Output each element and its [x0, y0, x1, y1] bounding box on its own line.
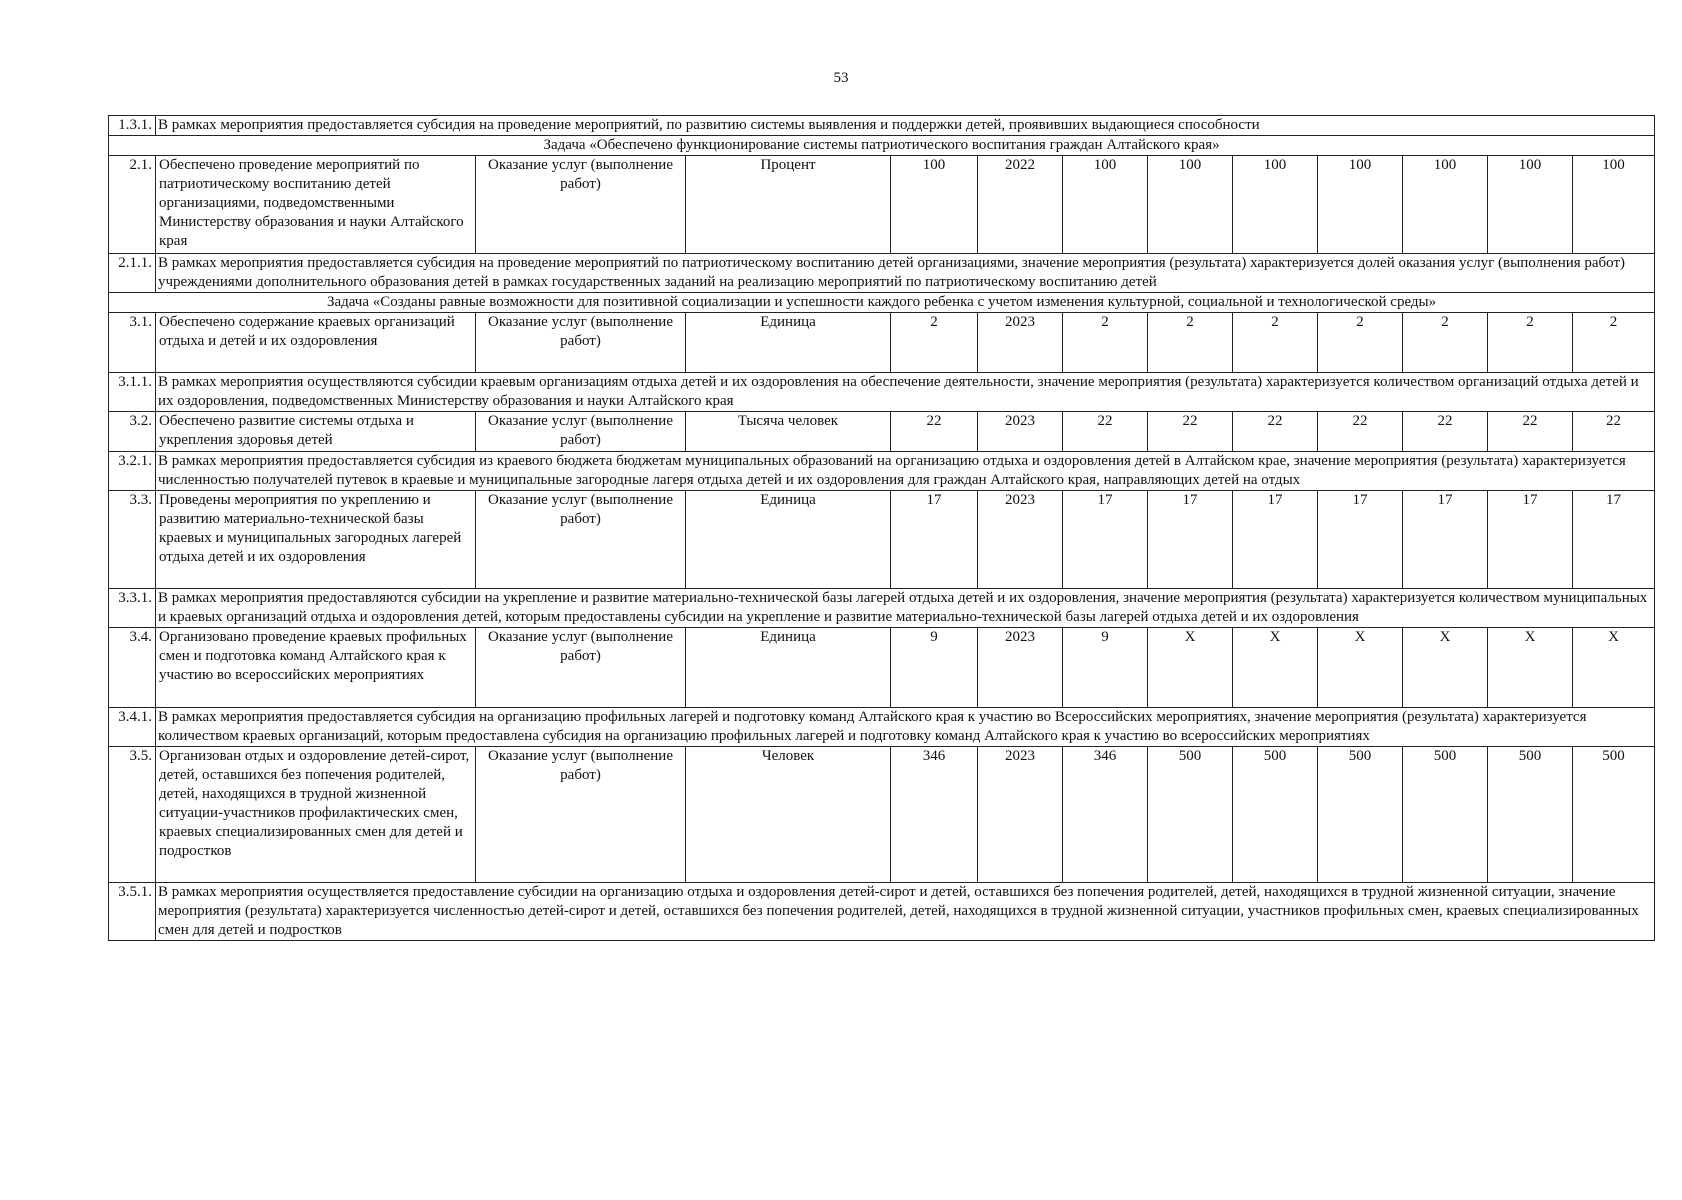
year-value: 100 [1488, 156, 1573, 254]
year-value: 17 [1488, 491, 1573, 589]
row-number: 3.3.1. [109, 589, 156, 628]
year-value: 22 [1403, 412, 1488, 452]
note-text: В рамках мероприятия предоставляется субсидия из краевого бюджета бюджетам муниципальных образований на организацию отдыха и оздоровления детей в Алтайском крае, значение мероприятия (результата) характеризуется численностью получателей путевок в краевые и муниципальные загородные лагеря отдыха детей и их оздоровления для граждан Алтайского края, направляющих детей на отдых [156, 452, 1655, 491]
task-heading: Задача «Обеспечено функционирование системы патриотического воспитания граждан Алтайского края» [109, 136, 1655, 156]
year-value: 100 [1233, 156, 1318, 254]
year-value: 17 [1233, 491, 1318, 589]
year-value: 100 [1148, 156, 1233, 254]
year-value: 100 [1318, 156, 1403, 254]
year-value: X [1488, 628, 1573, 708]
row-number: 3.3. [109, 491, 156, 589]
page-number: 53 [833, 70, 849, 86]
year-value: 17 [1573, 491, 1655, 589]
unit: Тысяча человек [686, 412, 891, 452]
base-year: 2022 [978, 156, 1063, 254]
year-value: 22 [1063, 412, 1148, 452]
indicators-table [108, 115, 1655, 941]
base-value: 9 [891, 628, 978, 708]
unit: Единица [686, 628, 891, 708]
year-value: X [1148, 628, 1233, 708]
measure-name: Обеспечено развитие системы отдыха и укрепления здоровья детей [156, 412, 476, 452]
note-text: В рамках мероприятия осуществляется предоставление субсидии на организацию отдыха и оздоровления детей-сирот и детей, оставшихся без попечения родителей, детей, находящихся в трудной жизненной ситуации, значение мероприятия (результата) характеризуется численностью детей-сирот и детей, оставшихся без попечения родителей, детей, находящихся в трудной жизненной ситуации, участников профильных смен, краевых специализированных смен для детей и подростков [156, 883, 1655, 941]
base-year: 2023 [978, 628, 1063, 708]
measure-name: Организован отдых и оздоровление детей-сирот, детей, оставшихся без попечения родителей, детей, находящихся в трудной жизненной ситуации-участников профилактических смен, краевых специализированных смен для детей и подростков [156, 747, 476, 883]
table-row [109, 452, 1655, 491]
year-value: 500 [1403, 747, 1488, 883]
year-value: 500 [1318, 747, 1403, 883]
row-number: 3.2. [109, 412, 156, 452]
measure-name: Обеспечено содержание краевых организаций отдыха и детей и их оздоровления [156, 313, 476, 373]
table-row [109, 254, 1655, 293]
year-value: 22 [1488, 412, 1573, 452]
year-value: 2 [1318, 313, 1403, 373]
year-value: 2 [1233, 313, 1318, 373]
row-number: 3.4. [109, 628, 156, 708]
year-value: 2 [1573, 313, 1655, 373]
measure-type: Оказание услуг (выполнение работ) [476, 412, 686, 452]
unit: Единица [686, 491, 891, 589]
year-value: 9 [1063, 628, 1148, 708]
measure-name: Проведены мероприятия по укреплению и развитию материально-технической базы краевых и муниципальных загородных лагерей отдыха детей и их оздоровления [156, 491, 476, 589]
table-row [109, 628, 1655, 708]
year-value: 22 [1573, 412, 1655, 452]
year-value: 17 [1148, 491, 1233, 589]
year-value: 2 [1403, 313, 1488, 373]
row-number: 3.1.1. [109, 373, 156, 412]
measure-type: Оказание услуг (выполнение работ) [476, 747, 686, 883]
table-row [109, 589, 1655, 628]
unit: Единица [686, 313, 891, 373]
base-value: 100 [891, 156, 978, 254]
row-number: 3.5. [109, 747, 156, 883]
measure-type: Оказание услуг (выполнение работ) [476, 628, 686, 708]
table-row [109, 883, 1655, 941]
table-row [109, 491, 1655, 589]
year-value: 100 [1063, 156, 1148, 254]
year-value: 2 [1488, 313, 1573, 373]
task-row [109, 136, 1655, 156]
base-year: 2023 [978, 412, 1063, 452]
measure-type: Оказание услуг (выполнение работ) [476, 313, 686, 373]
note-text: В рамках мероприятия осуществляются субсидии краевым организациям отдыха детей и их оздоровления на обеспечение деятельности, значение мероприятия (результата) характеризуется количеством организаций отдыха детей и их оздоровления, подведомственных Министерству образования и науки Алтайского края [156, 373, 1655, 412]
year-value: X [1318, 628, 1403, 708]
year-value: 100 [1403, 156, 1488, 254]
table-row [109, 313, 1655, 373]
unit: Человек [686, 747, 891, 883]
base-year: 2023 [978, 491, 1063, 589]
year-value: 346 [1063, 747, 1148, 883]
base-year: 2023 [978, 313, 1063, 373]
row-number: 2.1.1. [109, 254, 156, 293]
row-number: 3.1. [109, 313, 156, 373]
table-row [109, 412, 1655, 452]
table-row [109, 373, 1655, 412]
year-value: 500 [1233, 747, 1318, 883]
base-year: 2023 [978, 747, 1063, 883]
task-row [109, 293, 1655, 313]
year-value: 17 [1063, 491, 1148, 589]
year-value: X [1233, 628, 1318, 708]
base-value: 2 [891, 313, 978, 373]
measure-type: Оказание услуг (выполнение работ) [476, 156, 686, 254]
task-heading: Задача «Созданы равные возможности для позитивной социализации и успешности каждого ребенка с учетом изменения культурной, социальной и технологической среды» [109, 293, 1655, 313]
year-value: 500 [1573, 747, 1655, 883]
year-value: 17 [1403, 491, 1488, 589]
base-value: 17 [891, 491, 978, 589]
measure-name: Организовано проведение краевых профильных смен и подготовка команд Алтайского края к участию во всероссийских мероприятиях [156, 628, 476, 708]
year-value: 2 [1063, 313, 1148, 373]
row-number: 3.5.1. [109, 883, 156, 941]
year-value: 2 [1148, 313, 1233, 373]
note-text: В рамках мероприятия предоставляется субсидия на проведение мероприятий по патриотическому воспитанию детей организациями, значение мероприятия (результата) характеризуется долей оказания услуг (выполнения работ) учреждениями дополнительного образования детей в рамках государственных заданий на реализацию мероприятий по патриотическому воспитанию детей [156, 254, 1655, 293]
measure-name: Обеспечено проведение мероприятий по патриотическому воспитанию детей организациями, подведомственными Министерству образования и науки Алтайского края [156, 156, 476, 254]
year-value: X [1573, 628, 1655, 708]
measure-type: Оказание услуг (выполнение работ) [476, 491, 686, 589]
year-value: X [1403, 628, 1488, 708]
row-number: 2.1. [109, 156, 156, 254]
year-value: 500 [1148, 747, 1233, 883]
year-value: 22 [1148, 412, 1233, 452]
base-value: 22 [891, 412, 978, 452]
year-value: 22 [1233, 412, 1318, 452]
row-number: 1.3.1. [109, 116, 156, 136]
year-value: 17 [1318, 491, 1403, 589]
table-row [109, 747, 1655, 883]
table-row [109, 708, 1655, 747]
note-text: В рамках мероприятия предоставляется субсидия на проведение мероприятий, по развитию системы выявления и поддержки детей, проявивших выдающиеся способности [156, 116, 1655, 136]
row-number: 3.2.1. [109, 452, 156, 491]
unit: Процент [686, 156, 891, 254]
base-value: 346 [891, 747, 978, 883]
note-text: В рамках мероприятия предоставляется субсидия на организацию профильных лагерей и подготовку команд Алтайского края к участию во Всероссийских мероприятиях, значение мероприятия (результата) характеризуется количеством краевых организаций, которым предоставлена субсидия на организацию профильных лагерей и подготовку команд Алтайского края к участию во всероссийских мероприятиях [156, 708, 1655, 747]
table-row [109, 156, 1655, 254]
year-value: 22 [1318, 412, 1403, 452]
note-text: В рамках мероприятия предоставляются субсидии на укрепление и развитие материально-технической базы лагерей отдыха детей и их оздоровления, значение мероприятия (результата) характеризуется количеством муниципальных и краевых организаций отдыха и оздоровления детей, которым предоставлены субсидии на укрепление и развитие материально-технической базы лагерей отдыха детей и их оздоровления [156, 589, 1655, 628]
year-value: 100 [1573, 156, 1655, 254]
row-number: 3.4.1. [109, 708, 156, 747]
table-row [109, 116, 1655, 136]
year-value: 500 [1488, 747, 1573, 883]
